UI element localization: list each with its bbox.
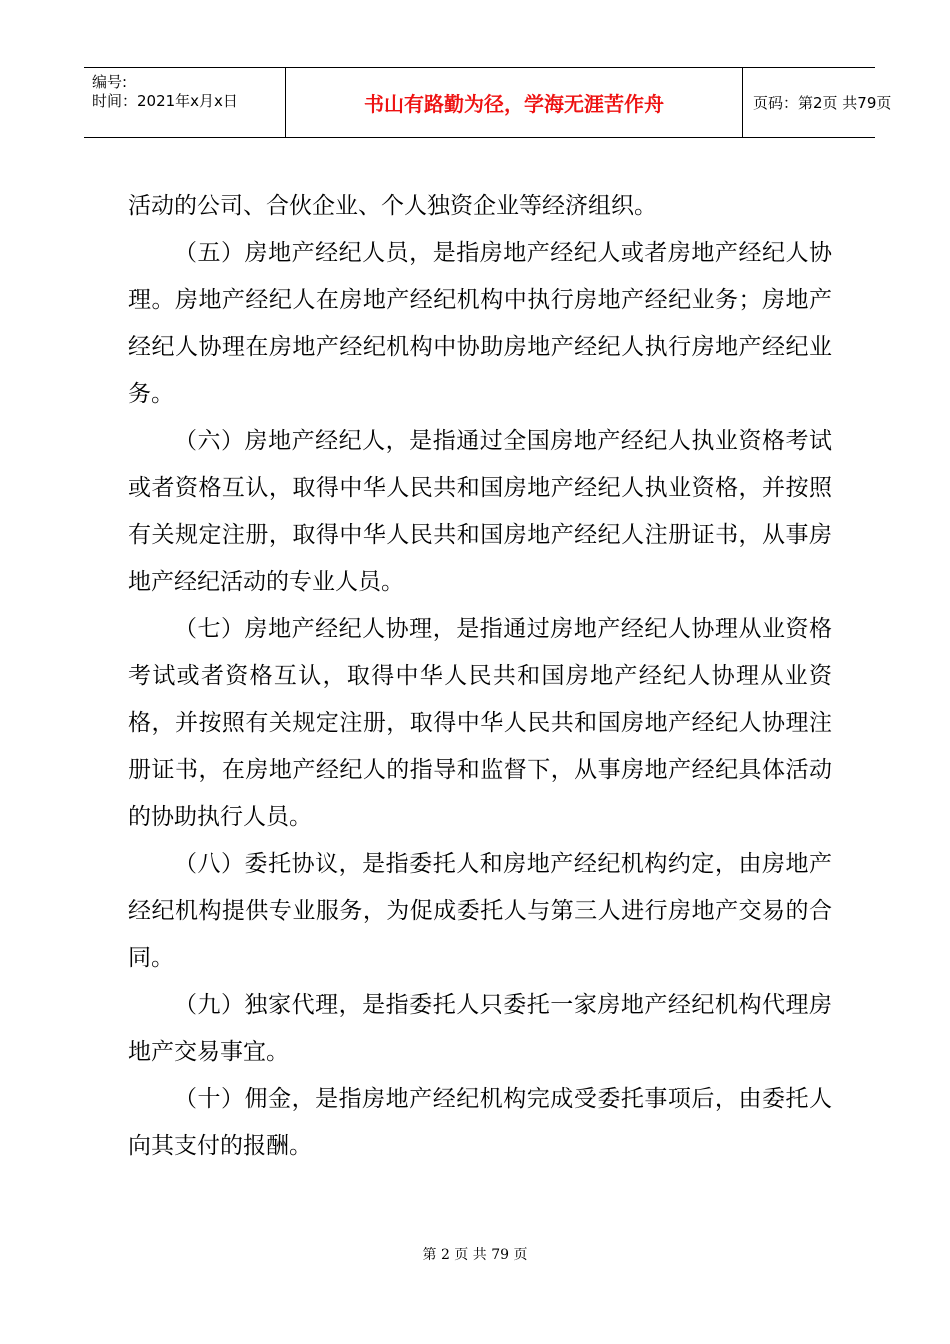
body-paragraph: （六）房地产经纪人，是指通过全国房地产经纪人执业资格考试或者资格互认，取得中华人民共和国房地产经纪人执业资格，并按照有关规定注册，取得中华人民共和国房地产经纪人注册证书，从事房地产经纪活动的专业人员。 [128, 428, 832, 595]
header-page-cell [743, 68, 892, 137]
body-paragraph: 活动的公司、合伙企业、个人独资企业等经济组织。 [128, 193, 657, 219]
document-date-label: 时间：2021年x月x日 [92, 92, 238, 110]
document-number-label: 编号: [92, 73, 128, 91]
header-motto: 书山有路勤为径，学海无涯苦作舟 [364, 92, 664, 116]
body-paragraph: （八）委托协议，是指委托人和房地产经纪机构约定，由房地产经纪机构提供专业服务，为促成委托人与第三人进行房地产交易的合同。 [128, 851, 832, 971]
body-paragraph: （五）房地产经纪人员，是指房地产经纪人或者房地产经纪人协理。房地产经纪人在房地产经纪机构中执行房地产经纪业务；房地产经纪人协理在房地产经纪机构中协助房地产经纪人执行房地产经纪业务。 [128, 240, 832, 407]
body-paragraph: （九）独家代理，是指委托人只委托一家房地产经纪机构代理房地产交易事宜。 [128, 992, 832, 1065]
header-page-label: 页码：第2页 共79页 [753, 94, 892, 112]
body-paragraph: （七）房地产经纪人协理，是指通过房地产经纪人协理从业资格考试或者资格互认，取得中华人民共和国房地产经纪人协理从业资格，并按照有关规定注册，取得中华人民共和国房地产经纪人协理注册证书，在房地产经纪人的指导和监督下，从事房地产经纪具体活动的协助执行人员。 [128, 616, 832, 830]
header-meta-cell [84, 68, 284, 137]
body-paragraph: （十）佣金，是指房地产经纪机构完成受委托事项后，由委托人向其支付的报酬。 [128, 1086, 832, 1159]
document-body [128, 183, 832, 1170]
page-footer: 第 2 页 共 79 页 [422, 1247, 528, 1263]
header-motto-cell [285, 68, 743, 137]
page-header [84, 67, 892, 138]
